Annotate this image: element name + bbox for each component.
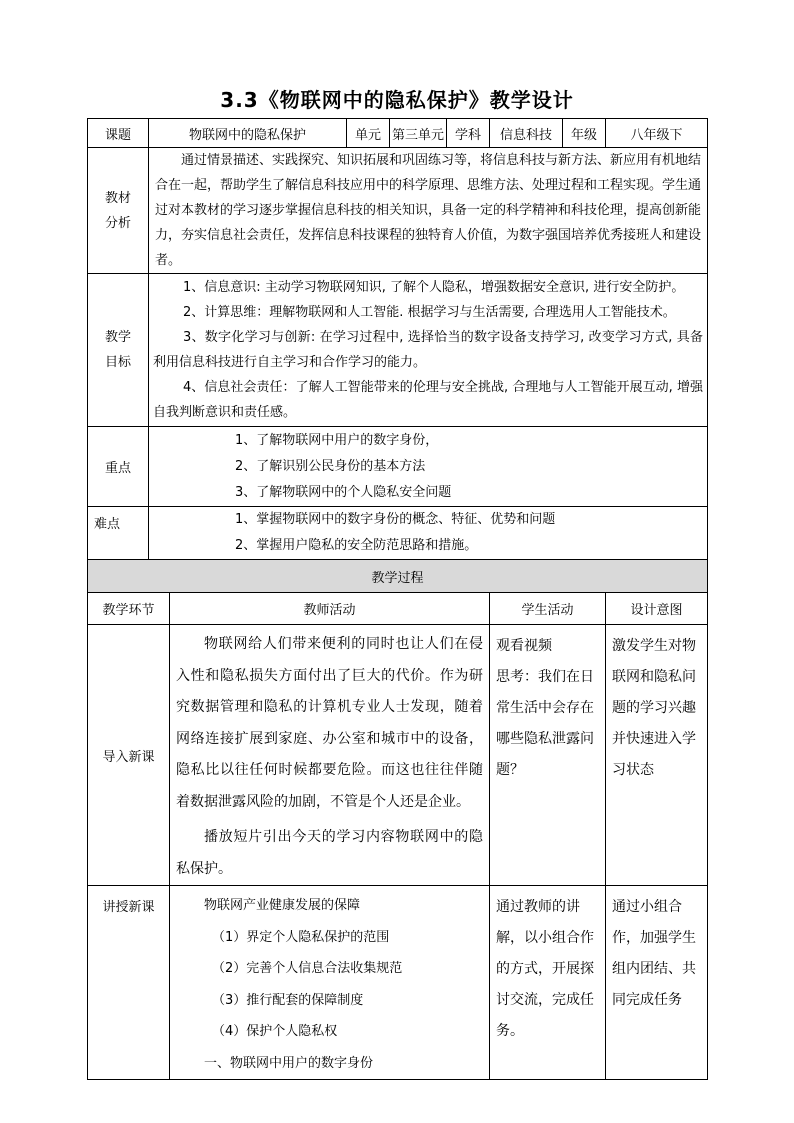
teacher-line: （2）完善个人信息合法收集规范 <box>212 961 403 976</box>
key-points-label: 重点 <box>88 427 149 507</box>
stage-intro: 导入新课 <box>88 625 170 886</box>
column-intent: 设计意图 <box>606 593 708 625</box>
student-activity: 通过教师的讲解，以小组合作的方式，开展探讨交流，完成任务。 <box>496 899 595 1039</box>
student-activity: 观看视频 思考：我们在日常生活中会存在哪些隐私泄露问题？ <box>496 638 595 778</box>
goals-label-line1: 教学 <box>104 330 131 345</box>
key-points-cell <box>149 427 708 507</box>
subject-value: 信息科技 <box>490 119 563 148</box>
stage-new-lesson: 讲授新课 <box>88 886 170 1080</box>
label-grade: 年级 <box>563 119 606 148</box>
design-intent: 通过小组合作，加强学生组内团结、共同完成任务 <box>612 899 697 1008</box>
column-stage: 教学环节 <box>88 593 170 625</box>
teacher-paragraph: 物联网给人们带来便利的同时也让人们在侵入性和隐私损失方面付出了巨大的代价。作为研究数据管理和隐私的计算机专业人士发现，随着网络连接扩展到家庭、办公室和城市中的设备，隐私比以往任何时候都要危险。而这也往往伴随着数据泄露风险的加剧，不管是个人还是企业。 <box>176 636 484 810</box>
goal-item: 3、数字化学习与创新: 在学习过程中, 选择恰当的数字设备支持学习, 改变学习方式, 具备利用信息科技进行自主学习和合作学习的能力。 <box>153 330 704 370</box>
difficulties-label: 难点 <box>88 507 149 560</box>
teacher-content <box>170 886 489 1079</box>
analysis-text: 通过情景描述、实践探究、知识拓展和巩固练习等，将信息科技与新方法、新应用有机地结合在一起，帮助学生了解信息科技应用中的科学原理、思维方法、处理过程和工程实现。学生通过对本教材的学习逐步掌握信息科技的相关知识，具备一定的科学精神和科技伦理，提高创新能力，夯实信息社会责任，发挥信息科技课程的独特育人价值，为数字强国培养优秀接班人和建设者。 <box>155 153 702 268</box>
key-point-item: 2、了解识别公民身份的基本方法 <box>235 458 426 474</box>
analysis-label <box>88 148 149 274</box>
column-teacher: 教师活动 <box>170 593 490 625</box>
intent-intro-cell <box>606 625 708 886</box>
design-intent: 激发学生对物联网和隐私问题的学习兴趣并快速进入学习状态 <box>612 638 697 778</box>
teacher-paragraph: 播放短片引出今天的学习内容物联网中的隐私保护。 <box>176 829 484 877</box>
label-subject: 学科 <box>447 119 490 148</box>
teacher-line: 一、物联网中用户的数字身份 <box>204 1055 374 1071</box>
label-course: 课题 <box>88 119 149 148</box>
difficulty-item: 1、掌握物联网中的数字身份的概念、特征、优势和问题 <box>235 512 556 527</box>
goals-cell <box>149 274 708 427</box>
teacher-line: （4）保护个人隐私权 <box>212 1024 338 1039</box>
column-student: 学生活动 <box>490 593 606 625</box>
label-unit: 单元 <box>347 119 390 148</box>
document-title: 3.3《物联网中的隐私保护》教学设计 <box>220 88 574 112</box>
goals-label <box>88 274 149 427</box>
difficulty-item: 2、掌握用户隐私的安全防范思路和措施。 <box>235 538 478 553</box>
intent-new-lesson-cell <box>606 886 708 1080</box>
student-new-lesson-cell <box>490 886 606 1080</box>
course-value: 物联网中的隐私保护 <box>149 119 347 148</box>
analysis-cell <box>149 148 708 274</box>
unit-value: 第三单元 <box>390 119 447 148</box>
goal-item: 2、计算思维：理解物联网和人工智能. 根据学习与生活需要, 合理选用人工智能技术。 <box>183 305 676 320</box>
teacher-new-lesson-cell <box>170 886 490 1080</box>
process-heading: 教学过程 <box>88 560 708 593</box>
student-intro-cell <box>490 625 606 886</box>
goal-item: 1、信息意识: 主动学习物联网知识, 了解个人隐私，增强数据安全意识, 进行安全防护。 <box>183 280 685 295</box>
lesson-plan-table <box>87 118 708 1080</box>
goals-label-line2: 目标 <box>104 355 131 370</box>
grade-value: 八年级下 <box>606 119 708 148</box>
teacher-line: （1）界定个人隐私保护的范围 <box>212 929 390 945</box>
teacher-intro-cell <box>170 625 490 886</box>
difficulties-cell <box>149 507 708 560</box>
key-point-item: 3、了解物联网中的个人隐私安全问题 <box>235 484 452 500</box>
key-point-item: 1、了解物联网中用户的数字身份， <box>235 432 439 448</box>
teacher-line: （3）推行配套的保障制度 <box>212 992 364 1008</box>
goal-item: 4、信息社会责任：了解人工智能带来的伦理与安全挑战, 合理地与人工智能开展互动, 增强自我判断意识和责任感。 <box>153 380 704 420</box>
analysis-label-line2: 分析 <box>104 215 131 231</box>
analysis-label-line1: 教材 <box>104 190 131 206</box>
teacher-line: 物联网产业健康发展的保障 <box>204 898 361 913</box>
